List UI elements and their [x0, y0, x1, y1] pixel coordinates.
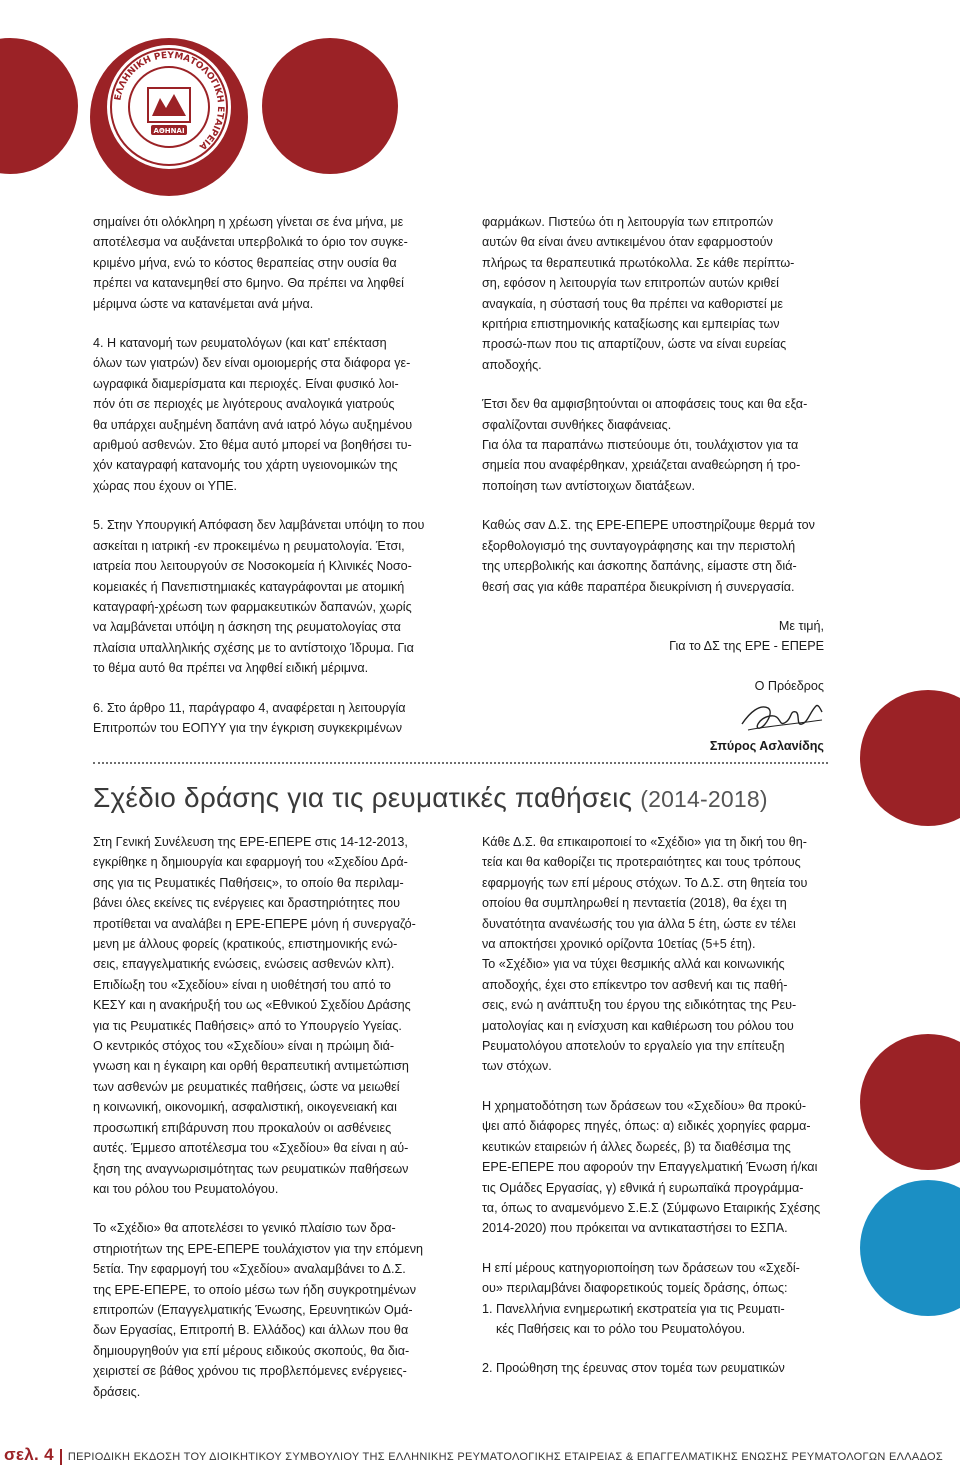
paragraph: Έτσι δεν θα αμφισβητούνται οι αποφάσεις τους και θα εξα- σφαλίζονται συνθήκες διαφάνειας. [482, 397, 808, 432]
society-seal-logo [104, 42, 234, 172]
paragraph-point-6: 6. Στο άρθρο 11, παράγραφο 4, αναφέρεται η λειτουργία Επιτροπών του ΕΟΠΥΥ για την έγκριση συγκεκριμένων [93, 700, 406, 735]
handwritten-signature [738, 698, 826, 736]
paragraph: φαρμάκων. Πιστεύω ότι η λειτουργία των επιτροπών αυτών θα είναι άνευ αντικειμένου όταν εφαρμοστούν πλήρως τα θεραπευτικά πρωτόκολλα. Σε κάθε περίπτω- ση, εφόσον η λειτουργία των επιτροπών αυτών κριθεί αναγκαία, η σύστασή τους θα πρέπει να καθοριστεί με κριτήρια επιστημονικής καταξίωσης και εμπειρίας των προσώ-πων που τις απαρτίζουν, ώστε να είναι ευρείας αποδοχής. [482, 215, 795, 372]
column-bottom-left [93, 832, 436, 1402]
signer-role: Ο Πρόεδρος [754, 678, 824, 693]
section-heading [93, 780, 768, 817]
publication-line: ΠΕΡΙΟΔΙΚΗ ΕΚΔΟΣΗ ΤΟΥ ΔΙΟΙΚΗΤΙΚΟΥ ΣΥΜΒΟΥΛΙΟΥ ΤΗΣ ΕΛΛΗΝΙΚΗΣ ΡΕΥΜΑΤΟΛΟΓΙΚΗΣ ΕΤΑΙΡΕΙΑΣ & ΕΠΑΓΓΕΛΜΑΤΙΚΗΣ ΕΝΩΣΗΣ ΡΕΥΜΑΤΟΛΟΓΩΝ ΕΛΛΑΔΟΣ [67, 1451, 943, 1463]
paragraph: Για όλα τα παραπάνω πιστεύουμε ότι, τουλάχιστον για τα σημεία που αναφέρθηκαν, χρειάζεται αναθεώρηση ή τρο- ποποίηση των αντίστοιχων διατάξεων. [482, 438, 801, 493]
svg-text:ΕΛΛΗΝΙΚΗ ΡΕΥΜΑΤΟΛΟΓΙΚΗ ΕΤΑΙΡΕΙ: ΕΛΛΗΝΙΚΗ ΡΕΥΜΑΤΟΛΟΓΙΚΗ ΕΤΑΙΡΕΙΑ [113, 50, 226, 152]
decor-circle-top-left [0, 38, 78, 174]
svg-text:ΑΘΗΝΑΙ: ΑΘΗΝΑΙ [153, 127, 185, 135]
paragraph: Η επί μέρους κατηγοριοποίηση των δράσεων του «Σχεδί- ου» περιλαμβάνει διαφορετικούς τομείς δράσης, όπως: [482, 1260, 800, 1296]
column-bottom-right [482, 832, 824, 1379]
decor-circle-top-right [262, 38, 398, 174]
paragraph: Καθώς σαν Δ.Σ. της ΕΡΕ-ΕΠΕΡΕ υποστηρίζουμε θερμά τον εξορθολογισμό της συνταγογράφησης και την περιστολή της υπερβολικής και άσκοπης δαπάνης, είμαστε στη διά- θεσή σας για κάθε παραπέρα διευκρίνιση ή συνεργασία. [482, 518, 815, 594]
signer-name-wrap [482, 736, 824, 756]
closing-board: Για το ΔΣ της ΕΡΕ - ΕΠΕΡΕ [669, 639, 824, 654]
column-top-left [93, 212, 436, 738]
paragraph: σημαίνει ότι ολόκληρη η χρέωση γίνεται σε ένα μήνα, με αποτέλεσμα να αυξάνεται υπερβολικά το όριο τον συγκε- κριμένο μήνα, ενώ το κόστος θεραπείας στην ουσία θα πρέπει να κατανεμηθεί στο 6μηνο. Θα πρέπει να ληφθεί μέριμνα ώστε να κατανέμεται ανά μήνα. [93, 215, 408, 311]
decor-circle-right-mid [860, 690, 960, 826]
page-footer [0, 1444, 943, 1466]
list-item-2: 2. Προώθηση της έρευνας στον τομέα των ρευματικών [482, 1361, 785, 1376]
column-top-right [482, 212, 824, 696]
page-number: σελ. 4 [4, 1445, 54, 1464]
decor-circle-right-low [860, 1034, 960, 1170]
closing-salutation: Με τιμή, [778, 618, 824, 633]
list-item-1: 1. Πανελλήνια ενημερωτική εκστρατεία για τις Ρευματι- [482, 1301, 785, 1316]
decor-circle-right-blue [860, 1180, 960, 1316]
paragraph: Το «Σχέδιο» θα αποτελέσει το γενικό πλαίσιο των δρα- στηριοτήτων της ΕΡΕ-ΕΠΕΡΕ τουλάχιστον για την επόμενη 5ετία. Την εφαρμογή του «Σχεδίου» αναλαμβάνει το Δ.Σ. της ΕΡΕ-ΕΠΕΡΕ, το οποίο μέσω των ήδη συγκροτημένων επιτροπών (Επαγγελματικής Ένωσης, Ερευνητικών Ομά- δων Εργασίας, Επιτροπή Β. Ελλάδος) και άλλων που θα δημιουργηθούν για επί μέρους ειδικούς σκοπούς, θα δια- χειριστεί σε βάθος χρόνου τις προβλεπόμενες ενέργειες- δράσεις. [93, 1221, 424, 1399]
section-title: Σχέδιο δράσης για τις ρευματικές παθήσεις [93, 782, 633, 813]
paragraph-point-4: 4. Η κατανομή των ρευματολόγων (και κατ' επέκταση όλων των γιατρών) δεν είναι ομοιομερής στα διάφορα γε- ωγραφικά διαμερίσματα και περιοχές. Είναι φυσικό λοι- πόν ότι σε περιοχές με λιγότερους αναλογικά γιατρούς θα υπάρχει αυξημένη δαπάνη ανά ιατρό λόγω αυξημένου αριθμού ασθενών. Στο θέμα αυτό μπορεί να βοηθήσει τυ- χόν καταγραφή κατανομής του χάρτη υγειονομικών της χώρας που έχουν οι ΥΠΕ. [93, 336, 413, 493]
paragraph: Στη Γενική Συνέλευση της ΕΡΕ-ΕΠΕΡΕ στις 14-12-2013, εγκρίθηκε η δημιουργία και εφαρμογή του «Σχεδίου Δρά- σης για τις Ρευματικές Παθήσεις», το οποίο θα περιλαμ- βάνει όλες εκείνες τις ενέργειες και δραστηριότητες που προτίθεται να αναλάβει η ΕΡΕ-ΕΠΕΡΕ μόνη ή συνεργαζό- μενη με άλλους φορείς (κρατικούς, επιστημονικής ενώ- σεις, επαγγελματικής ενώσεις, ενώσεις ασθενών κλπ). Επιδίωξη του «Σχεδίου» είναι η υιοθέτησή του από το ΚΕΣΥ και η ανακήρυξή του ως «Εθνικού Σχεδίου Δράσης για τις Ρευματικές Παθήσεις» από το Υπουργείο Υγείας. Ο κεντρικός στόχος του «Σχεδίου» είναι η πρώιμη διά- γνωση και η έγκαιρη και ορθή θεραπευτική αντιμετώπιση των ασθενών με ρευματικές παθήσεις, ώστε να μειωθεί η κοινωνική, οικονομική, ασφαλιστική, οικογενειακή και προσωπική επιβάρυνση που προκαλούν οι ασθένειες αυτές. Έμμεσο αποτέλεσμα του «Σχεδίου» θα είναι η αύ- ξηση της αναγνωρισιμότητας των ρευματικών παθήσεων και του ρόλου του Ρευματολόγου. [93, 835, 416, 1196]
paragraph-point-5: 5. Στην Υπουργική Απόφαση δεν λαμβάνεται υπόψη το που ασκείται η ιατρική -εν προκειμένω η ρευματολογία. Έτσι, ιατρεία που λειτουργούν σε Νοσοκομεία ή Κλινικές Νοσο- κομειακές ή Πανεπιστημιακές καταγράφονται με ατομική καταγραφή-χρέωση των φαρμακευτικών δαπανών, χωρίς να λαμβάνεται υπόψη η άσκηση της ρευματολογίας στα πλαίσια υπαλληλικής σχέσης με το αντίστοιχο Ίδρυμα. Για το θέμα αυτό θα πρέπει να ληφθεί ειδική μέριμνα. [93, 518, 425, 676]
dotted-divider [93, 762, 828, 764]
paragraph: Η χρηματοδότηση των δράσεων του «Σχεδίου» θα προκύ- ψει από διάφορες πηγές, όπως: α) ειδικές χορηγίες φαρμα- κευτικών εταιρειών ή άλλες δωρεές, β) τα διαθέσιμα της ΕΡΕ-ΕΠΕΡΕ που αφορούν την Επαγγελματική Ένωση ή/και τις Ομάδες Εργασίας, γ) εθνικά ή ευρωπαϊκά προγράμμα- τα, όπως το αναμενόμενο Σ.Ε.Σ (Σύμφωνο Εταιρικής Σχέσης 2014-2020) που πρόκειται να αντικαταστήσει το ΕΣΠΑ. [482, 1098, 821, 1236]
footer-separator [60, 1449, 62, 1465]
paragraph: Κάθε Δ.Σ. θα επικαιροποιεί το «Σχέδιο» για τη δική του θη- τεία και θα καθορίζει τις προτεραιότητες και τους τρόπους εφαρμογής των επί μέρους στόχων. Το Δ.Σ. στη θητεία του οποίου θα συμπληρωθεί η πενταετία (2018), θα έχει τη δυνατότητα ανανέωσής του για άλλα 5 έτη, ώστε εν τέλει να αποκτήσει χρονικό ορίζοντα 10ετίας (5+5 έτη). Το «Σχέδιο» για να τύχει θεσμικής αλλά και κοινωνικής αποδοχής, έχει στο επίκεντρο τον ασθενή και τις παθή- σεις, ενώ η ανάπτυξη του έργου της ειδικότητας της Ρευ- ματολογίας και η ενίσχυση και καθιέρωση του ρόλου του Ρευματολόγου αποτελούν το εργαλείο για την επίτευξη των στόχων. [482, 835, 808, 1074]
section-years: (2014-2018) [640, 786, 768, 812]
signer-name: Σπύρος Ασλανίδης [709, 739, 824, 753]
list-item-1-cont: κές Παθήσεις και το ρόλο του Ρευματολόγου. [496, 1321, 746, 1336]
